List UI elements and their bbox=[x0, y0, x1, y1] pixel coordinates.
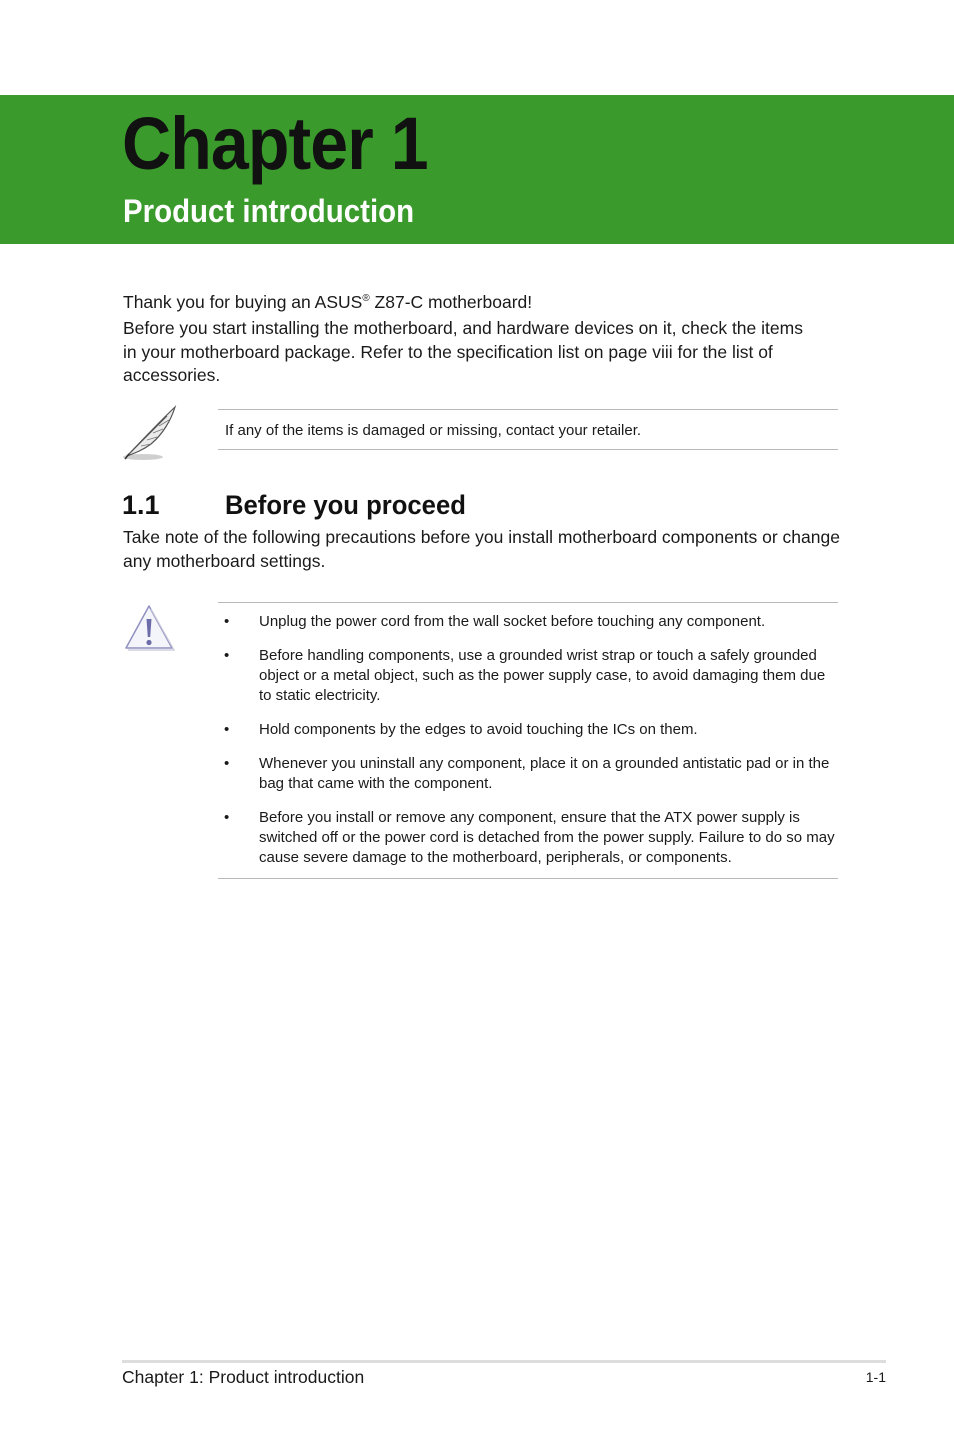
warning-bottom-rule bbox=[218, 878, 838, 879]
list-item: • Whenever you uninstall any component, place it on a grounded antistatic pad or in the bag that came with the component. bbox=[224, 755, 830, 792]
list-item: • Before handling components, use a grounded wrist strap or touch a safely grounded object or a metal object, such as the power supply case, to avoid damaging them due to static electricity. bbox=[224, 647, 826, 704]
footer-rule bbox=[122, 1360, 886, 1363]
note-text: If any of the items is damaged or missing, contact your retailer. bbox=[225, 422, 642, 439]
warning-top-rule bbox=[218, 602, 838, 603]
note-bottom-rule bbox=[218, 449, 838, 450]
list-item: • Unplug the power cord from the wall socket before touching any component. bbox=[224, 613, 766, 630]
list-item: • Before you install or remove any component, ensure that the ATX power supply is switched off or the power cord is detached from the power supply. Failure to do so may cause severe damage to the motherboard, peripherals, or components. bbox=[224, 809, 835, 866]
list-item: • Hold components by the edges to avoid touching the ICs on them. bbox=[224, 721, 698, 738]
feather-pen-icon bbox=[121, 404, 179, 467]
registered-mark: ® bbox=[362, 293, 370, 304]
warning-list bbox=[218, 612, 838, 882]
warning-triangle-icon bbox=[123, 603, 175, 656]
note-top-rule bbox=[218, 409, 838, 410]
intro-paragraph: Before you start installing the motherboard, and hardware devices on it, check the items in your motherboard package. Refer to the specification list on page viii for the list of accessories. bbox=[123, 318, 803, 385]
page-number: 1-1 bbox=[865, 1369, 886, 1385]
chapter-subtitle: Product introduction bbox=[123, 193, 415, 229]
section-intro: Take note of the following precautions before you install motherboard components or change any motherboard settings. bbox=[123, 527, 840, 571]
chapter-title: Chapter 1 bbox=[122, 102, 428, 185]
section-title: Before you proceed bbox=[225, 490, 466, 520]
section-number: 1.1 bbox=[122, 490, 160, 520]
footer-chapter-label: Chapter 1: Product introduction bbox=[122, 1367, 365, 1387]
intro-thanks: Thank you for buying an ASUS® Z87-C motherboard! bbox=[123, 291, 533, 312]
